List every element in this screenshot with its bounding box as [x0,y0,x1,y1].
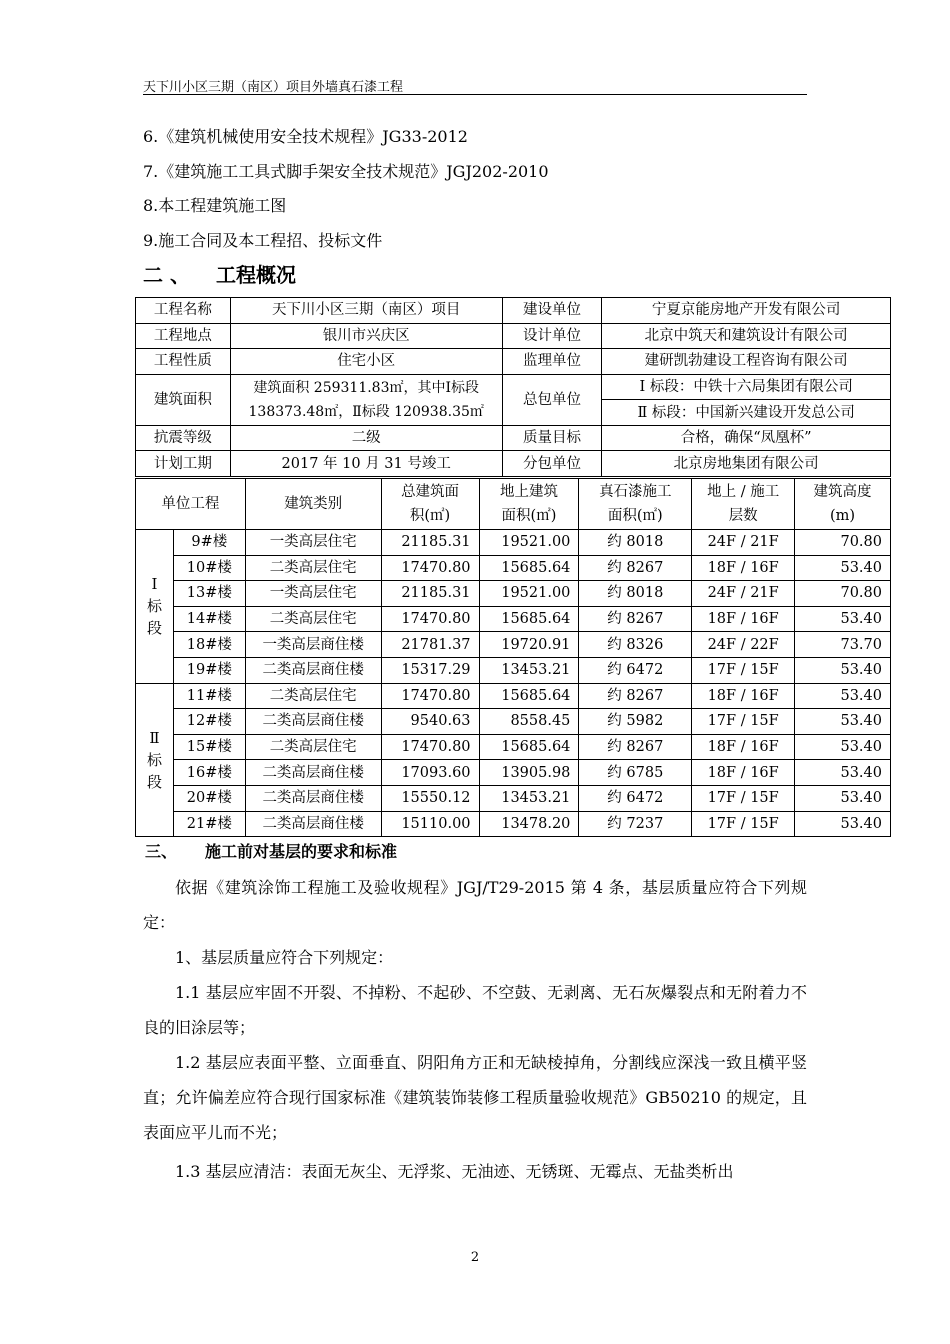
cell-total: 15110.00 [381,811,479,837]
cell-paint: 约 8267 [579,734,692,760]
cell-type: 二类高层商住楼 [245,657,381,683]
paragraph: 1.2 基层应表面平整、立面垂直、阴阳角方正和无缺棱掉角，分割线应深浅一致且横平竖直；允许偏差应符合现行国家标准《建筑装饰装修工程质量验收规范》GB50210 的规定，且表面应平儿而不光； [143,1053,807,1142]
cell-paint: 约 6472 [579,657,692,683]
cell-above: 13478.20 [479,811,579,837]
table-row [136,734,891,760]
cell-unit: 18#楼 [173,632,245,658]
cell-total: 15550.12 [381,785,479,811]
cell-above: 15685.64 [479,606,579,632]
cell-above: 19521.00 [479,530,579,556]
table-row [136,425,891,451]
cell-above: 8558.45 [479,709,579,735]
cell-type: 二类高层商住楼 [245,785,381,811]
cell-total: 21781.37 [381,632,479,658]
column-header: 建筑类别 [245,479,381,530]
cell-unit: 20#楼 [173,785,245,811]
building-table-body [136,530,891,837]
cell-height: 53.40 [795,811,891,837]
table-row [136,606,891,632]
column-header [381,479,479,530]
cell-unit: 21#楼 [173,811,245,837]
cell-floors: 17F / 15F [692,709,795,735]
tender-section-label [136,683,174,837]
paragraph: 依据《建筑涂饰工程施工及验收规程》JGJ/T29-2015 第 4 条，基层质量应符合下列规定： [143,878,807,932]
tender-section-label [136,530,174,684]
header-line: 建筑高度 [813,484,872,500]
cell-floors: 17F / 15F [692,657,795,683]
table-value: Ⅰ 标段：中铁十六局集团有限公司 [602,374,891,400]
cell-floors: 18F / 16F [692,606,795,632]
cell-paint: 约 8018 [579,581,692,607]
cell-unit: 10#楼 [173,555,245,581]
cell-floors: 24F / 21F [692,581,795,607]
cell-unit: 16#楼 [173,760,245,786]
cell-paint: 约 5982 [579,709,692,735]
cell-type: 一类高层住宅 [245,581,381,607]
table-row [136,785,891,811]
cell-unit: 11#楼 [173,683,245,709]
section-char: Ⅰ [151,575,158,594]
cell-type: 二类高层商住楼 [245,709,381,735]
cell-paint: 约 6785 [579,760,692,786]
cell-floors: 24F / 21F [692,530,795,556]
header-rule [143,94,807,95]
cell-type: 一类高层商住楼 [245,632,381,658]
header-line: 面积(㎡) [501,508,557,524]
table-label: 建筑面积 [136,374,231,425]
table-label: 质量目标 [502,425,602,451]
section-char: Ⅱ [149,728,160,747]
cell-type: 二类高层商住楼 [245,811,381,837]
cell-above: 13905.98 [479,760,579,786]
cell-floors: 17F / 15F [692,811,795,837]
table-value: 宁夏京能房地产开发有限公司 [602,298,891,324]
cell-height: 53.40 [795,760,891,786]
cell-paint: 约 6472 [579,785,692,811]
table-value: Ⅱ 标段：中国新兴建设开发总公司 [602,400,891,426]
table-value: 北京房地集团有限公司 [602,451,891,477]
cell-above: 15685.64 [479,734,579,760]
table-row [136,632,891,658]
table-label: 分包单位 [502,451,602,477]
cell-height: 70.80 [795,581,891,607]
table-label: 工程地点 [136,323,231,349]
column-header [692,479,795,530]
section-title: 工程概况 [215,263,296,287]
table-row [136,581,891,607]
cell-floors: 24F / 22F [692,632,795,658]
table-label: 抗震等级 [136,425,231,451]
cell-unit: 15#楼 [173,734,245,760]
cell-total: 17470.80 [381,606,479,632]
table-value: 住宅小区 [230,349,502,375]
column-header: 单位工程 [136,479,246,530]
cell-paint: 约 8326 [579,632,692,658]
header-line: 层数 [728,508,758,524]
table-row [136,374,891,400]
table-row [136,657,891,683]
table-label: 监理单位 [502,349,602,375]
section-char: 标 [146,750,162,769]
paragraph: 1、基层质量应符合下列规定： [175,948,394,967]
cell-type: 一类高层住宅 [245,530,381,556]
cell-paint: 约 8018 [579,530,692,556]
section-number: 三、 [145,842,178,861]
cell-height: 53.40 [795,734,891,760]
table-row [136,683,891,709]
cell-height: 73.70 [795,632,891,658]
cell-unit: 19#楼 [173,657,245,683]
cell-floors: 17F / 15F [692,785,795,811]
column-header [479,479,579,530]
cell-unit: 9#楼 [173,530,245,556]
cell-height: 53.40 [795,709,891,735]
cell-floors: 18F / 16F [692,760,795,786]
cell-paint: 约 8267 [579,606,692,632]
cell-floors: 18F / 16F [692,555,795,581]
cell-total: 21185.31 [381,530,479,556]
cell-paint: 约 8267 [579,683,692,709]
table-row [136,555,891,581]
header-line: 地上建筑 [499,484,558,500]
cell-above: 15685.64 [479,683,579,709]
section-char: 标 [146,597,162,616]
cell-type: 二类高层商住楼 [245,760,381,786]
running-header: 天下川小区三期（南区）项目外墙真石漆工程 [143,80,404,95]
cell-above: 13453.21 [479,785,579,811]
column-header [579,479,692,530]
header-line: (m) [830,508,856,524]
cell-unit: 14#楼 [173,606,245,632]
table-label: 设计单位 [502,323,602,349]
cell-type: 二类高层住宅 [245,606,381,632]
table-row [136,811,891,837]
cell-above: 15685.64 [479,555,579,581]
table-row [136,760,891,786]
section-number: 二 、 [143,263,190,287]
page-number: 2 [470,1250,480,1265]
cell-unit: 12#楼 [173,709,245,735]
header-line: 真石漆施工 [599,484,672,500]
cell-height: 53.40 [795,606,891,632]
cell-total: 15317.29 [381,657,479,683]
area-line: 建筑面积 259311.83㎡，其中Ⅰ标段 [253,379,480,396]
cell-floors: 18F / 16F [692,734,795,760]
cell-total: 17093.60 [381,760,479,786]
cell-type: 二类高层住宅 [245,683,381,709]
table-value: 天下川小区三期（南区）项目 [230,298,502,324]
cell-height: 53.40 [795,555,891,581]
table-label: 总包单位 [502,374,602,425]
reference-list [143,124,549,262]
section-heading-base-requirements [145,839,397,862]
cell-type: 二类高层住宅 [245,555,381,581]
area-line: 138373.48㎡，Ⅱ标段 120938.35㎡ [248,403,484,420]
cell-above: 19521.00 [479,581,579,607]
table-row [136,530,891,556]
table-row [136,451,891,477]
cell-height: 53.40 [795,657,891,683]
cell-height: 53.40 [795,785,891,811]
cell-height: 53.40 [795,683,891,709]
table-value: 2017 年 10 月 31 号竣工 [230,451,502,477]
section-char: 段 [146,619,162,638]
cell-total: 21185.31 [381,581,479,607]
reference-item: 8.本工程建筑施工图 [143,196,287,215]
cell-above: 13453.21 [479,657,579,683]
table-value: 二级 [230,425,502,451]
paragraph: 1.3 基层应清洁：表面无灰尘、无浮浆、无油迹、无锈斑、无霉点、无盐类析出 [175,1162,734,1181]
cell-floors: 18F / 16F [692,683,795,709]
reference-item: 7.《建筑施工工具式脚手架安全技术规范》JGJ202-2010 [143,161,549,181]
cell-total: 17470.80 [381,734,479,760]
reference-item: 9.施工合同及本工程招、投标文件 [143,230,383,250]
table-row [136,349,891,375]
cell-above: 19720.91 [479,632,579,658]
section-heading-overview [143,259,296,288]
table-row [136,298,891,324]
header-line: 积(㎡) [409,508,451,524]
header-line: 地上 / 施工 [707,484,780,500]
cell-type: 二类高层住宅 [245,734,381,760]
project-info-table [135,297,891,477]
table-label: 工程名称 [136,298,231,324]
cell-height: 70.80 [795,530,891,556]
table-row [136,323,891,349]
paragraph: 1.1 基层应牢固不开裂、不掉粉、不起砂、不空鼓、无剥离、无石灰爆裂点和无附着力不良的旧涂层等； [143,983,807,1037]
table-label: 计划工期 [136,451,231,477]
header-line: 总建筑面 [401,484,460,500]
table-value: 合格，确保“凤凰杯” [602,425,891,451]
table-value: 银川市兴庆区 [230,323,502,349]
table-label: 建设单位 [502,298,602,324]
table-header-row [136,479,891,530]
section-char: 段 [146,772,162,791]
cell-paint: 约 8267 [579,555,692,581]
table-row [136,709,891,735]
table-value: 建研凯勃建设工程咨询有限公司 [602,349,891,375]
header-line: 面积(㎡) [607,508,663,524]
table-label: 工程性质 [136,349,231,375]
cell-total: 17470.80 [381,555,479,581]
cell-unit: 13#楼 [173,581,245,607]
building-table [135,478,891,837]
cell-total: 9540.63 [381,709,479,735]
cell-total: 17470.80 [381,683,479,709]
reference-item: 6.《建筑机械使用安全技术规程》JG33-2012 [143,127,468,146]
section-title: 施工前对基层的要求和标准 [205,842,398,861]
column-header [795,479,891,530]
table-value: 北京中筑天和建筑设计有限公司 [602,323,891,349]
area-value [230,374,502,425]
cell-paint: 约 7237 [579,811,692,837]
